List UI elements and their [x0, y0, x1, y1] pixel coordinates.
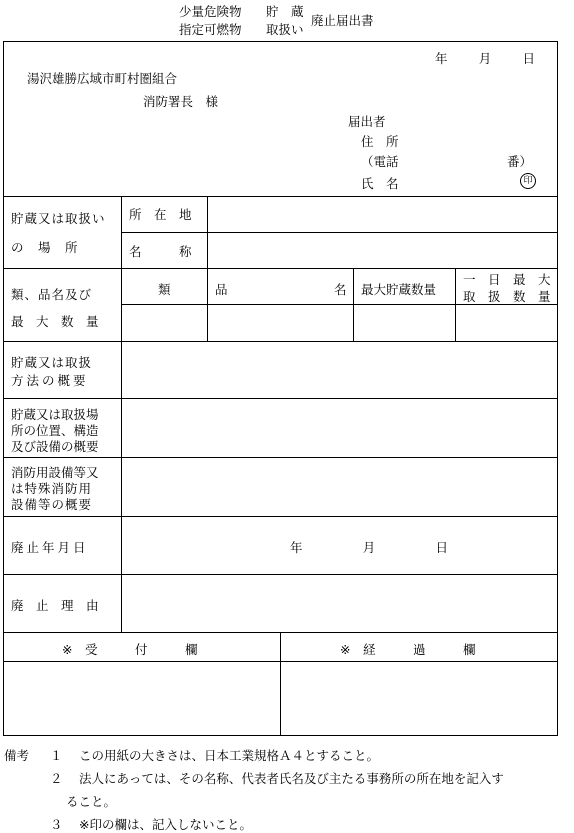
col-item-header-2: 名 — [334, 282, 347, 297]
method-label-2: 方法の概要 — [11, 373, 89, 388]
abolition-day: 日 — [435, 540, 448, 555]
abolition-month: 月 — [362, 540, 376, 555]
fire-equipment-label-1: 消防用設備等又 — [11, 465, 99, 480]
abolition-date — [290, 538, 448, 556]
date-month: 月 — [478, 51, 492, 66]
class-label-2: 最 大 数 量 — [11, 314, 99, 329]
col-item-header-1: 品 — [215, 282, 228, 297]
position-label-2: 所の位置、構造 — [11, 423, 99, 438]
fire-equipment-label-2: は特殊消防用 — [11, 481, 93, 496]
abolition-date-label: 廃止年月日 — [11, 540, 89, 555]
notes-label: 備考 — [4, 748, 30, 763]
title-designated-combustible: 指定可燃物 — [179, 22, 242, 37]
col-daily-max-header-2: 取 扱 数 量 — [463, 289, 551, 304]
addressee-title: 消防署長 様 — [143, 94, 219, 109]
location-label-2: の 場 所 — [11, 240, 79, 255]
method-label-1: 貯蔵又は取扱 — [11, 355, 93, 370]
col-daily-max-header-1: 一 日 最 大 — [463, 272, 551, 287]
filer-name-label: 氏 名 — [361, 176, 399, 191]
seal-icon — [520, 173, 536, 189]
col-max-stored-header: 最大貯蔵数量 — [361, 282, 437, 297]
note-1-text: この用紙の大きさは、日本工業規格Ａ４とすること。 — [79, 748, 380, 763]
filer-phone-close: 番） — [507, 154, 533, 169]
title-handling: 取扱い — [266, 22, 304, 37]
filing-date — [435, 49, 535, 67]
addressee-organization: 湯沢雄勝広域市町村圏組合 — [27, 71, 178, 86]
note-2-text-2: ること。 — [66, 794, 117, 809]
note-1-number: １ — [50, 748, 63, 763]
position-label-1: 貯蔵又は取扱場 — [11, 407, 99, 422]
class-label-1: 類、品名及び — [11, 287, 93, 302]
filer-address-label: 住 所 — [361, 134, 399, 149]
fire-equipment-label-3: 設備等の概要 — [11, 497, 93, 512]
date-year: 年 — [435, 51, 448, 66]
abolition-year: 年 — [290, 540, 303, 555]
location-label-1: 貯蔵又は取扱い — [11, 211, 106, 226]
note-2-number: ２ — [50, 771, 63, 786]
date-day: 日 — [522, 51, 535, 66]
note-2-text-1: 法人にあっては、その名称、代表者氏名及び主たる事務所の所在地を記入す — [79, 771, 504, 786]
filer-phone-open: （電話 — [361, 154, 399, 169]
note-3-number: ３ — [50, 817, 63, 832]
filer-label: 届出者 — [348, 114, 386, 129]
note-3-text: ※印の欄は、記入しないこと。 — [79, 817, 252, 832]
seal-mark: 印 — [523, 176, 533, 186]
abolition-reason-label: 廃 止 理 由 — [11, 598, 99, 613]
progress-column-header: ※ 経 過 欄 — [340, 642, 476, 657]
name-label: 名 称 — [129, 244, 192, 259]
position-label-3: 及び設備の概要 — [11, 439, 99, 454]
title-abolition-notice: 廃止届出書 — [311, 13, 374, 28]
reception-column-header: ※ 受 付 欄 — [62, 642, 198, 657]
address-label: 所 在 地 — [129, 207, 192, 222]
col-class-header: 類 — [158, 282, 171, 297]
title-hazard-small: 少量危険物 — [179, 4, 242, 19]
title-storage: 貯 蔵 — [266, 4, 304, 19]
